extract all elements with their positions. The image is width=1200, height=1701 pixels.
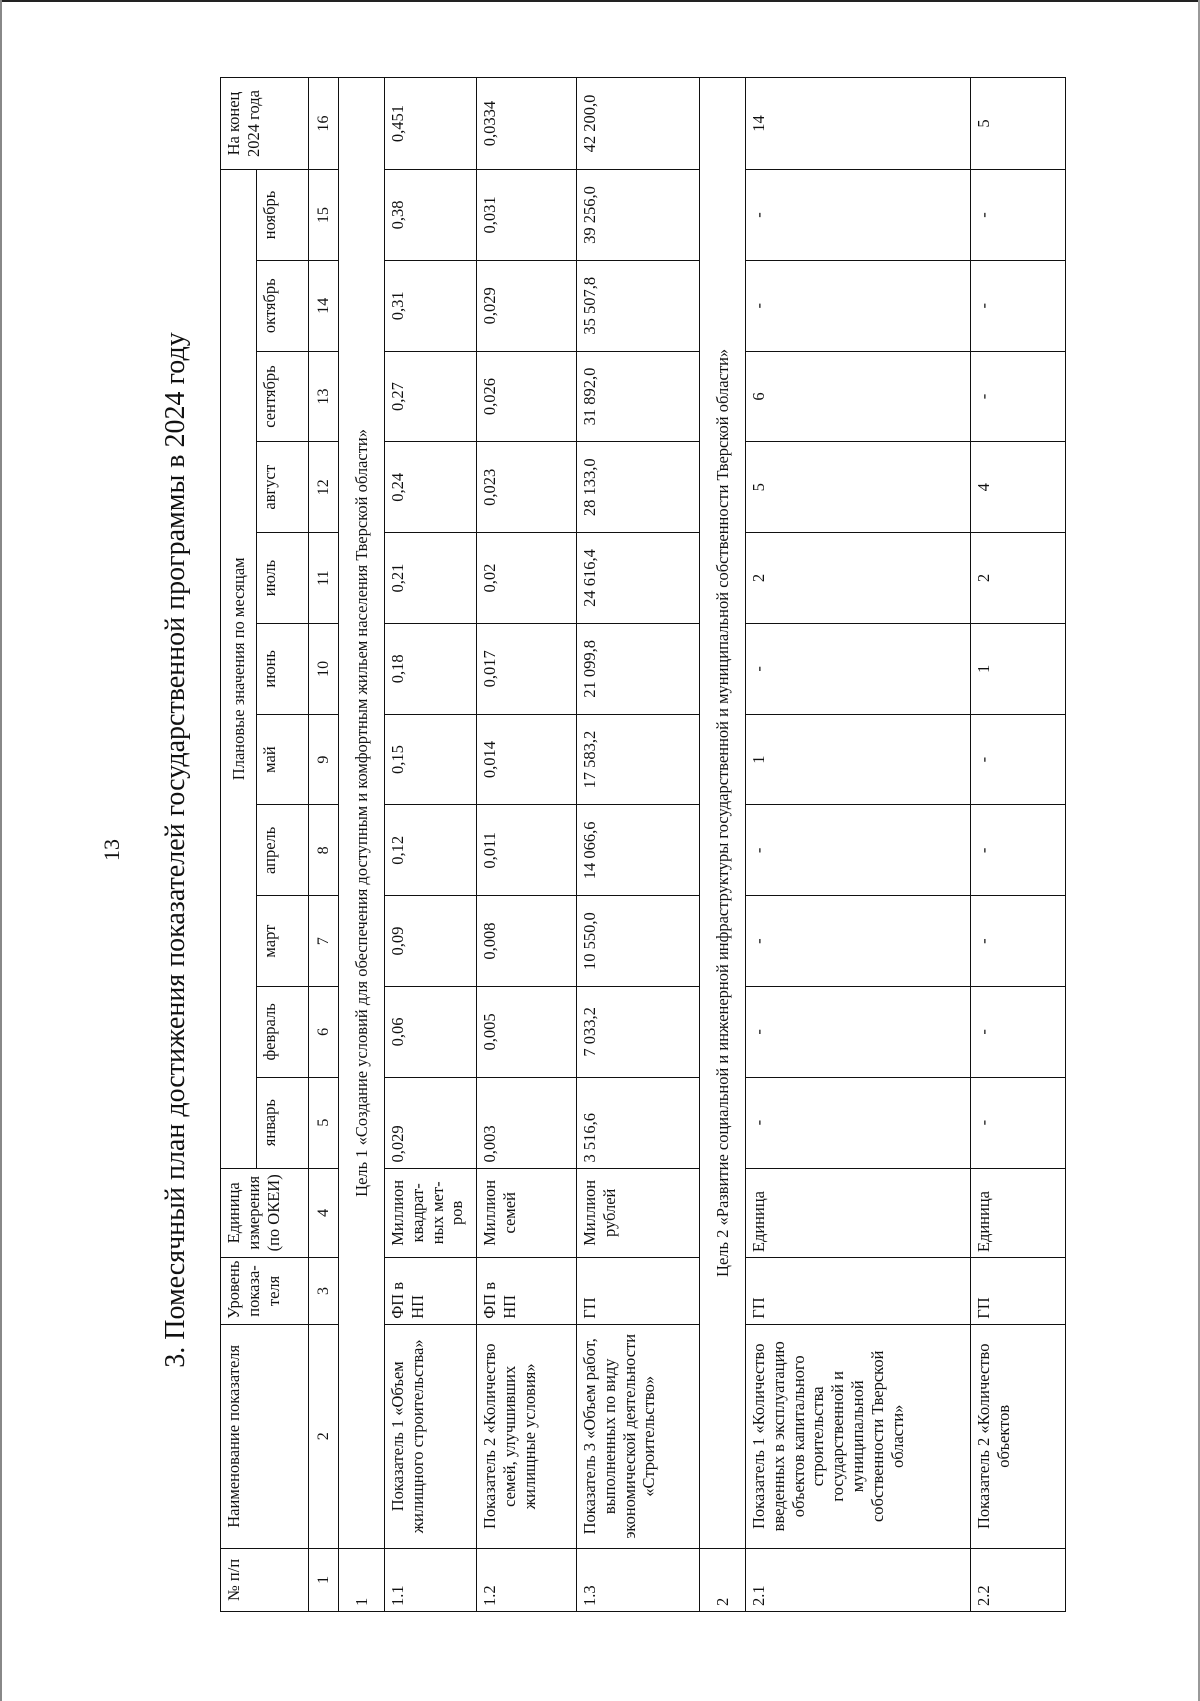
- table-row: [577, 78, 700, 1612]
- col-number: 16: [309, 78, 339, 170]
- indicator-name: Показатель 2 «Количество семей, улучшивших жилищные условия»: [477, 1324, 577, 1548]
- month-value: 2: [746, 533, 971, 624]
- header-month: июль: [257, 533, 309, 624]
- header-end: На конец 2024 года: [221, 78, 309, 170]
- col-number: 15: [309, 170, 339, 261]
- col-number: 11: [309, 533, 339, 624]
- month-value: 31 892,0: [577, 351, 700, 442]
- header-num: № п/п: [221, 1548, 309, 1611]
- month-value: -: [746, 896, 971, 987]
- indicator-level: ФП в НП: [385, 1258, 477, 1325]
- month-value: -: [971, 260, 1066, 351]
- scan-top-border: [0, 0, 1200, 2]
- month-value: 1: [971, 623, 1066, 714]
- month-value: 0,15: [385, 714, 477, 805]
- month-value: 0,029: [385, 1077, 477, 1168]
- year-end-value: 14: [746, 78, 971, 170]
- month-value: 0,24: [385, 442, 477, 533]
- month-value: 17 583,2: [577, 714, 700, 805]
- indicator-name: Показатель 3 «Объем работ, выполненных по виду экономической деятельности «Строительство»: [577, 1324, 700, 1548]
- month-value: -: [746, 986, 971, 1077]
- col-number: 1: [309, 1548, 339, 1611]
- indicator-level: ГП: [971, 1258, 1066, 1325]
- col-number: 12: [309, 442, 339, 533]
- month-value: -: [971, 896, 1066, 987]
- month-value: 0,029: [477, 260, 577, 351]
- year-end-value: 5: [971, 78, 1066, 170]
- indicator-name: Показатель 1 «Количество введенных в эксплуатацию объектов капитального строительства государственной и муниципальной собственности Тверской области»: [746, 1324, 971, 1548]
- col-number: 14: [309, 260, 339, 351]
- month-value: 35 507,8: [577, 260, 700, 351]
- month-value: 2: [971, 533, 1066, 624]
- table-row: [971, 78, 1066, 1612]
- month-value: 6: [746, 351, 971, 442]
- month-value: 0,005: [477, 986, 577, 1077]
- row-number: 1.3: [577, 1548, 700, 1611]
- col-number: 3: [309, 1258, 339, 1325]
- month-value: -: [971, 1077, 1066, 1168]
- col-number: 2: [309, 1324, 339, 1548]
- header-month: август: [257, 442, 309, 533]
- header-month: май: [257, 714, 309, 805]
- indicators-plan-table: [220, 77, 1066, 1612]
- month-value: 0,023: [477, 442, 577, 533]
- header-month: март: [257, 896, 309, 987]
- col-number: 9: [309, 714, 339, 805]
- month-value: -: [746, 805, 971, 896]
- col-number: 13: [309, 351, 339, 442]
- col-number: 8: [309, 805, 339, 896]
- indicator-level: ГП: [746, 1258, 971, 1325]
- indicator-level: ФП в НП: [477, 1258, 577, 1325]
- year-end-value: 0,0334: [477, 78, 577, 170]
- month-value: 1: [746, 714, 971, 805]
- month-value: 0,12: [385, 805, 477, 896]
- month-value: 0,21: [385, 533, 477, 624]
- header-level: Уровень показа-теля: [221, 1258, 309, 1325]
- page-number: 13: [99, 839, 124, 861]
- indicator-name: Показатель 1 «Объем жилищного строительства»: [385, 1324, 477, 1548]
- header-month: апрель: [257, 805, 309, 896]
- goal-title: Цель 2 «Развитие социальной и инженерной инфраструктуры государственной и муниципальной собственности Тверской области»: [700, 78, 746, 1549]
- month-value: -: [746, 623, 971, 714]
- month-value: -: [971, 351, 1066, 442]
- table-row: [746, 78, 971, 1612]
- month-value: 0,011: [477, 805, 577, 896]
- month-value: 0,09: [385, 896, 477, 987]
- table-container: [220, 77, 1065, 1612]
- col-number: 6: [309, 986, 339, 1077]
- header-month: июнь: [257, 623, 309, 714]
- col-number: 7: [309, 896, 339, 987]
- month-value: -: [746, 260, 971, 351]
- table-row: [477, 78, 577, 1612]
- month-value: -: [971, 805, 1066, 896]
- month-value: 4: [971, 442, 1066, 533]
- month-value: 0,31: [385, 260, 477, 351]
- row-number: 1.1: [385, 1548, 477, 1611]
- year-end-value: 0,451: [385, 78, 477, 170]
- header-month: сентябрь: [257, 351, 309, 442]
- month-value: -: [971, 170, 1066, 261]
- col-number: 4: [309, 1168, 339, 1258]
- indicator-level: ГП: [577, 1258, 700, 1325]
- month-value: -: [971, 714, 1066, 805]
- month-value: -: [746, 170, 971, 261]
- indicator-unit: Миллион семей: [477, 1168, 577, 1258]
- scan-left-border: [0, 0, 2, 1701]
- table-row: [385, 78, 477, 1612]
- goal-number: 1: [339, 1548, 385, 1611]
- month-value: 0,008: [477, 896, 577, 987]
- month-value: 39 256,0: [577, 170, 700, 261]
- header-month: октябрь: [257, 260, 309, 351]
- header-name: Наименование показателя: [221, 1324, 309, 1548]
- indicator-unit: Миллион рублей: [577, 1168, 700, 1258]
- month-value: 0,06: [385, 986, 477, 1077]
- header-month: ноябрь: [257, 170, 309, 261]
- year-end-value: 42 200,0: [577, 78, 700, 170]
- month-value: 0,38: [385, 170, 477, 261]
- month-value: 0,026: [477, 351, 577, 442]
- indicator-unit: Единица: [746, 1168, 971, 1258]
- month-value: 3 516,6: [577, 1077, 700, 1168]
- month-value: 24 616,4: [577, 533, 700, 624]
- header-unit: Единица измерения (по ОКЕИ): [221, 1168, 309, 1258]
- indicator-unit: Единица: [971, 1168, 1066, 1258]
- month-value: -: [746, 1077, 971, 1168]
- goal-number: 2: [700, 1548, 746, 1611]
- month-value: 10 550,0: [577, 896, 700, 987]
- month-value: 0,031: [477, 170, 577, 261]
- header-month: февраль: [257, 986, 309, 1077]
- month-value: 0,02: [477, 533, 577, 624]
- col-number: 5: [309, 1077, 339, 1168]
- month-value: 28 133,0: [577, 442, 700, 533]
- month-value: -: [971, 986, 1066, 1077]
- row-number: 2.2: [971, 1548, 1066, 1611]
- goal-title: Цель 1 «Создание условий для обеспечения доступным и комфортным жильем населения Тверской области»: [339, 78, 385, 1549]
- month-value: 0,017: [477, 623, 577, 714]
- row-number: 2.1: [746, 1548, 971, 1611]
- indicator-name: Показатель 2 «Количество объектов: [971, 1324, 1066, 1548]
- page-title: 3. Помесячный план достижения показателей государственной программы в 2024 году: [160, 332, 191, 1368]
- header-month: январь: [257, 1077, 309, 1168]
- header-plan: Плановые значения по месяцам: [221, 170, 257, 1168]
- month-value: 14 066,6: [577, 805, 700, 896]
- month-value: 21 099,8: [577, 623, 700, 714]
- month-value: 0,27: [385, 351, 477, 442]
- row-number: 1.2: [477, 1548, 577, 1611]
- month-value: 7 033,2: [577, 986, 700, 1077]
- month-value: 5: [746, 442, 971, 533]
- month-value: 0,18: [385, 623, 477, 714]
- col-number: 10: [309, 623, 339, 714]
- month-value: 0,003: [477, 1077, 577, 1168]
- indicator-unit: Миллион квадрат-ных мет-ров: [385, 1168, 477, 1258]
- month-value: 0,014: [477, 714, 577, 805]
